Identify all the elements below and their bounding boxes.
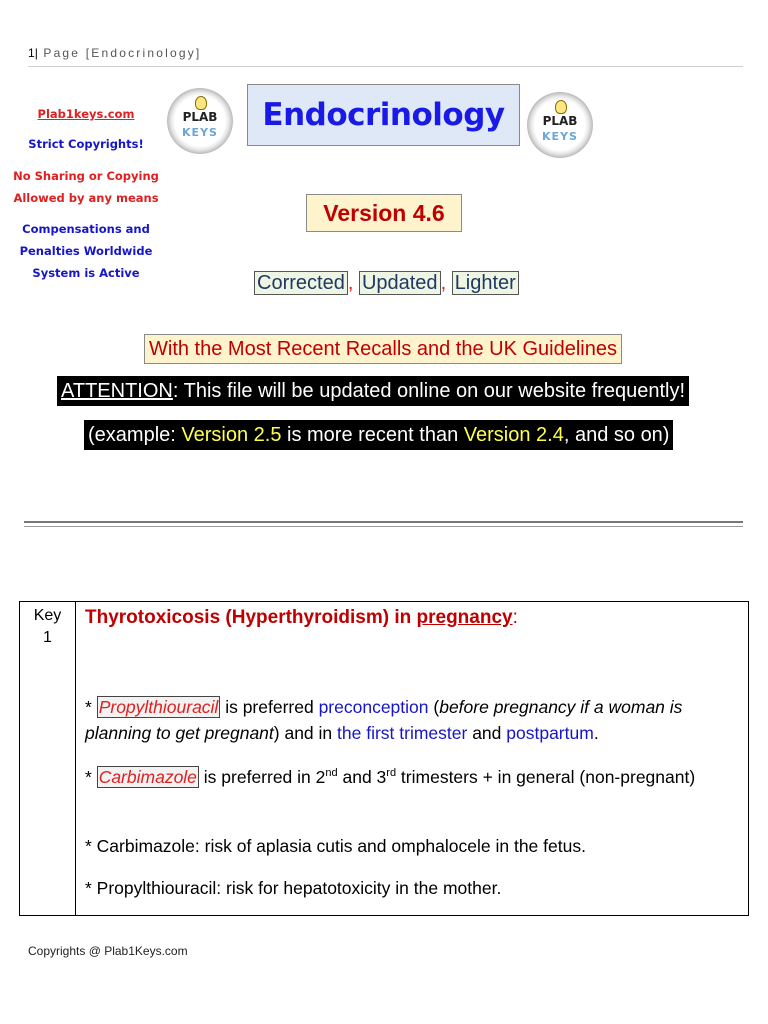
plab-keys-logo-right	[527, 92, 593, 158]
key-title-colon: :	[512, 607, 518, 628]
no-sharing-line-2: Allowed by any means	[13, 191, 159, 205]
version-label: Version 4.6	[323, 200, 445, 226]
tag-corrected: Corrected	[254, 271, 348, 295]
tag-lighter: Lighter	[452, 271, 519, 295]
key-paragraph-1	[85, 694, 745, 746]
text: and 3	[337, 767, 387, 787]
no-sharing-line-1: No Sharing or Copying	[13, 169, 159, 183]
example-banner	[84, 420, 673, 450]
lightbulb-icon	[195, 96, 207, 110]
key-title	[85, 605, 745, 631]
superscript: rd	[386, 767, 397, 780]
key-paragraph-4: * Propylthiouracil: risk for hepatotoxicity in the mother.	[85, 878, 502, 898]
header-separator: |	[34, 46, 38, 60]
example-text-1: (example:	[88, 424, 182, 446]
text: trimesters + in general (non-pregnant)	[396, 767, 696, 787]
compensation-line-2: Penalties Worldwide	[19, 244, 153, 258]
tag-comma: ,	[440, 272, 447, 294]
key-number: 1	[43, 629, 52, 646]
key-number-cell	[20, 602, 76, 915]
italic-note: before pregnancy if a woman is planning to get pregnant	[85, 697, 683, 743]
bullet: *	[85, 767, 97, 787]
compensation-line-3: System is Active	[32, 266, 140, 280]
logo-line-2: KEYS	[182, 126, 218, 139]
site-link[interactable]: Plab1keys.com	[37, 107, 135, 121]
section-divider	[24, 521, 743, 523]
recall-banner: With the Most Recent Recalls and the UK Guidelines	[144, 334, 622, 364]
example-text-2: is more recent than	[281, 424, 464, 446]
bullet: *	[85, 697, 97, 717]
plab-keys-logo-left	[167, 88, 233, 154]
text: and	[467, 723, 507, 743]
superscript: nd	[325, 767, 338, 780]
key-table	[19, 601, 749, 916]
highlight-first-trimester: the first trimester	[337, 723, 468, 743]
logo-line-2: KEYS	[542, 130, 578, 143]
key-title-text: Thyrotoxicosis (Hyperthyroidism) in	[85, 607, 417, 628]
key-content	[85, 605, 745, 898]
text: is preferred	[220, 697, 319, 717]
page-label: Page [Endocrinology]	[43, 46, 202, 60]
status-tags	[254, 272, 519, 295]
attention-banner	[57, 376, 689, 406]
logo-line-1: PLAB	[542, 114, 578, 128]
highlight-postpartum: postpartum	[506, 723, 594, 743]
drug-propylthiouracil: Propylthiouracil	[98, 697, 219, 717]
header-rule	[28, 66, 743, 67]
title-box	[247, 84, 520, 146]
version-box	[306, 194, 462, 232]
document-title: Endocrinology	[262, 97, 505, 133]
tag-comma: ,	[347, 272, 354, 294]
page-number: 1	[28, 46, 35, 60]
page-footer: Copyrights @ Plab1Keys.com	[28, 944, 188, 958]
text: .	[593, 723, 599, 743]
page-header	[28, 46, 201, 60]
logo-line-1: PLAB	[182, 110, 218, 124]
key-title-underlined: pregnancy	[416, 607, 513, 628]
text: ) and in	[273, 723, 338, 743]
text: (	[428, 697, 440, 717]
copyright-notice: Strict Copyrights!	[28, 137, 144, 151]
highlight-preconception: preconception	[318, 697, 429, 717]
example-version-1: Version 2.5	[181, 424, 282, 446]
notice-block	[6, 103, 166, 284]
key-paragraph-3: * Carbimazole: risk of aplasia cutis and omphalocele in the fetus.	[85, 836, 586, 856]
key-label: Key	[33, 607, 62, 624]
text: is preferred in 2	[198, 767, 326, 787]
key-paragraph-2	[85, 764, 745, 790]
section-divider-inner	[24, 526, 743, 527]
drug-carbimazole: Carbimazole	[98, 767, 197, 787]
lightbulb-icon	[555, 100, 567, 114]
attention-label: ATTENTION	[61, 380, 173, 402]
compensation-line-1: Compensations and	[22, 222, 150, 236]
example-text-3: , and so on)	[563, 424, 670, 446]
attention-text: : This file will be updated online on our website frequently!	[172, 380, 686, 402]
example-version-2: Version 2.4	[463, 424, 564, 446]
tag-updated: Updated	[359, 271, 441, 295]
